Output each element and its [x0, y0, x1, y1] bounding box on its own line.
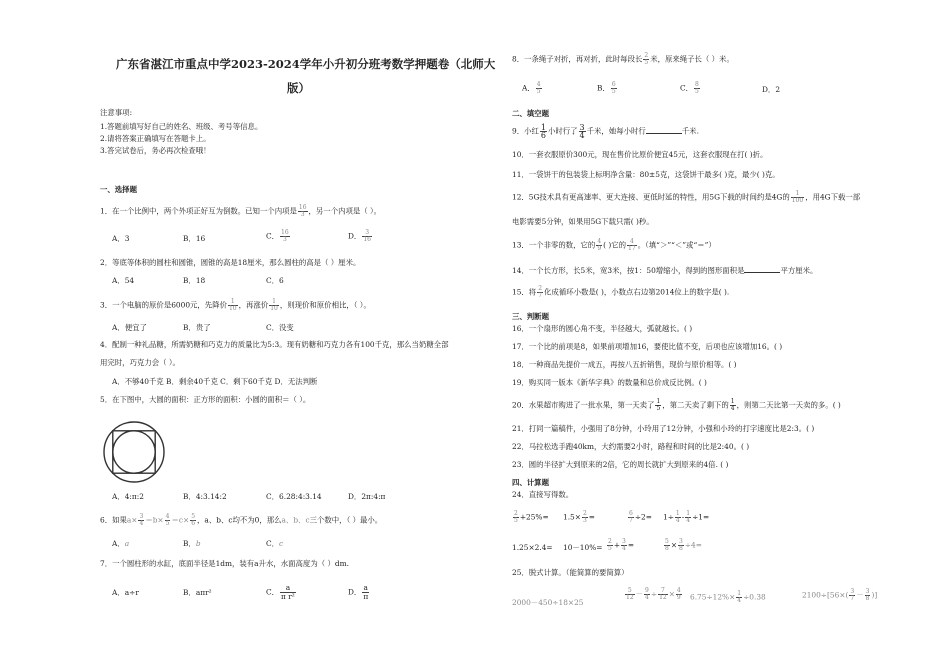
- question-10: 10．一套衣服原价300元，现在售价比原价便宜45元，这套衣服现在打( )折。: [512, 150, 768, 159]
- calc-expr: 1.25×2.4=: [512, 543, 553, 552]
- q5-option-d[interactable]: D．2π:4:π: [348, 492, 386, 501]
- q6-option-a[interactable]: A．a: [112, 539, 130, 548]
- q3-option-a[interactable]: A．便宜了: [112, 323, 147, 332]
- q6-option-b[interactable]: B．b: [183, 539, 201, 548]
- question-6: 6．如果a× $\frac{3}{4}$ ＝b× $\frac{4}{5}$ ＝c× $\frac{5}{6}$ ，a、b、c均不为0，那么a、b、c三个数中，（ ）最小。: [100, 513, 383, 527]
- q2-option-b[interactable]: B．18: [183, 276, 206, 285]
- q1-option-c[interactable]: C． $\frac{16}{3}$: [266, 229, 289, 243]
- calc-expr: $\frac{2}{5}$ + $\frac{3}{4}$ =: [608, 538, 635, 552]
- question-24: 24．直接写得数。: [512, 490, 574, 499]
- fraction: $\frac{16}{3}$: [298, 204, 307, 218]
- notice-item-2: 2.请将答案正确填写在答题卡上。: [100, 134, 211, 143]
- question-22: 22．马拉松选手跑40km，大约需要2小时，路程和时间的比是2:40。( ): [512, 442, 750, 451]
- question-14: 14．一个长方形，长5米，宽3米，按1：50增缩小，得到的图形面积是 平方厘米。: [512, 266, 818, 275]
- question-16: 16．一个扇形的圆心角不变，半径越大，弧就越长。( ): [512, 324, 693, 333]
- section-heading-choice: 一、选择题: [100, 185, 137, 194]
- calc-expr: $\frac{6}{7}$ ÷2=: [629, 510, 652, 524]
- title-line-1: 广东省湛江市重点中学2023-2024学年小升初分班考数学押题卷（北师大: [116, 57, 496, 71]
- question-12-line-2: 电影需要5分钟，如果用5G下载只需( )秒。: [512, 217, 654, 226]
- question-3: 3．一个电脑的原价是6000元，先降价 $\frac{1}{10}$ ，再涨价 $\frac{1}{10}$ ，则现价和原价相比，（ ）。: [100, 298, 371, 312]
- question-15: 15．将 $\frac{2}{7}$ 化成循环小数是( )，小数点右边第2014位上的数字是( ).: [512, 285, 730, 299]
- q1-option-b[interactable]: B．16: [183, 234, 206, 243]
- q2-option-c[interactable]: C．6: [266, 276, 284, 285]
- question-9: 9．小红 $\frac{1}{6}$ 小时行了 $\frac{3}{4}$ 千米，她每小时行 千米.: [512, 123, 699, 140]
- notice-heading: 注意事项:: [100, 108, 133, 117]
- q6-option-c[interactable]: C．c: [266, 539, 284, 548]
- question-19: 19．购买同一版本《新华字典》的数量和总价成反比例。( ): [512, 378, 707, 387]
- question-25: 25．脱式计算。（能简算的要简算）: [512, 568, 629, 577]
- section-heading-calc: 四、计算题: [512, 478, 549, 487]
- answer-blank[interactable]: [744, 265, 780, 273]
- section-heading-fill: 二、填空题: [512, 109, 549, 118]
- question-20: 20．水果超市购进了一批水果，第一天卖了 $\frac{1}{5}$ ，第二天卖了剩下的 $\frac{1}{4}$ ，则第二天比第一天卖的多。( ): [512, 398, 841, 412]
- title-line-2: 版）: [287, 81, 310, 95]
- q5-option-b[interactable]: B．4:3.14:2: [183, 492, 227, 501]
- q7-option-d[interactable]: D． $\frac{a}{\pi}$: [348, 583, 369, 601]
- question-1: 1．在一个比例中，两个外项正好互为倒数。已知一个内项是 $\frac{16}{3}$ ，另一个内项是（ ）。: [100, 204, 382, 218]
- calc-expr: 1.5× $\frac{2}{3}$ =: [563, 510, 595, 524]
- calc-expr: 1÷ $\frac{1}{4}$ - $\frac{1}{4}$ ÷1=: [663, 510, 710, 524]
- notice-item-3: 3.答完试卷后，务必再次检查哦！: [100, 146, 211, 155]
- question-4-line-1: 4．配制一种礼品糖，所需奶糖和巧克力的质量比为5:3。现有奶糖和巧克力各有100千克，那么当奶糖全部: [100, 340, 449, 349]
- calc-expr: 10－10%=: [563, 543, 603, 552]
- q8-option-a[interactable]: A． $\frac{4}{5}$: [522, 81, 541, 95]
- q5-option-c[interactable]: C．6.28:4:3.14: [266, 492, 322, 501]
- question-21: 21．打同一篇稿件，小强用了8分钟，小玲用了12分钟，小强和小玲的打字速度比是2:3。( ): [512, 424, 815, 433]
- question-8: 8．一条绳子对折，再对折，此时每段长 $\frac{2}{5}$ 米，原来绳子长（ ）米。: [512, 52, 734, 66]
- question-5: 5．在下图中，大圆的面积：正方形的面积：小圆的面积＝（ ）。: [100, 395, 311, 404]
- answer-blank[interactable]: [646, 126, 682, 134]
- question-2: 2．等底等体积的圆柱和圆锥，圆锥的高是18厘米，那么圆柱的高是（ ）厘米。: [100, 258, 361, 267]
- calc-expr: $\frac{5}{8}$ × $\frac{3}{8}$ ÷4=: [665, 538, 702, 552]
- q1-option-a[interactable]: A．3: [112, 234, 130, 243]
- q8-option-b[interactable]: B． $\frac{6}{5}$: [597, 81, 616, 95]
- question-11: 11．一袋饼干的包装袋上标明净含量：80±5克，这袋饼干最多( )克，最少( )克。: [512, 170, 780, 179]
- question-4-line-2: 用完时，巧克力会（ ）。: [100, 358, 180, 367]
- q2-option-a[interactable]: A．54: [112, 276, 135, 285]
- question-17: 17．一个比的前项是8，如果前项增加16，要使比值不变，后项也应该增加16。( ): [512, 342, 783, 351]
- q1-option-d[interactable]: D． $\frac{3}{16}$: [348, 229, 371, 243]
- circle-square-figure: [100, 418, 168, 486]
- section-heading-judge: 三、判断题: [512, 312, 549, 321]
- question-23: 23．圆的半径扩大到原来的2倍，它的周长就扩大到原来的4倍. ( ): [512, 460, 729, 469]
- question-13: 13．一个非零的数，它的 $\frac{4}{9}$ ( )它的 $\frac{4}{17}$ 。（填“＞”“＜”或“＝”）: [512, 238, 716, 252]
- q3-option-b[interactable]: B．贵了: [183, 323, 211, 332]
- calc-expr: $\frac{2}{5}$ +25%=: [514, 510, 549, 524]
- q7-option-a[interactable]: A．a÷r: [112, 588, 139, 597]
- q7-option-b[interactable]: B．aπr²: [183, 588, 212, 597]
- question-12-line-1: 12．5G技术具有更高速率、更大连接、更低时延的特性，用5G下载的时间约是4G的 $\frac{1}{100}$ ，用4G下载一部: [512, 190, 861, 204]
- q3-option-c[interactable]: C．没变: [266, 323, 294, 332]
- q8-option-d[interactable]: D．2: [762, 85, 781, 94]
- question-7: 7．一个圆柱形的水缸，底面半径是1dm，装有a升水，水面高度为（ ）dm.: [100, 559, 349, 568]
- calc-expr: 2000－450÷18×25: [512, 598, 584, 607]
- q4-options[interactable]: A．不够40千克 B．剩余40千克 C．剩下60千克 D．无法判断: [112, 377, 318, 386]
- q7-option-c[interactable]: C． $\frac{a}{\text{π r²}}$: [266, 583, 295, 601]
- question-18: 18．一种商品先提价一成五，再按八五折销售，现价与原价相等。( ): [512, 360, 737, 369]
- q5-option-a[interactable]: A．4:π:2: [112, 492, 144, 501]
- calc-expr: 2100÷[56×( $\frac{3}{7}$ － $\frac{3}{8}$ )]: [802, 588, 878, 602]
- small-circle: [113, 431, 155, 473]
- notice-item-1: 1.答题前填写好自己的姓名、班级、考号等信息。: [100, 122, 263, 131]
- calc-expr: $\frac{5}{12}$ － $\frac{9}{4}$ ÷ $\frac{7}{12}$ × $\frac{4}{9}$: [626, 587, 681, 601]
- calc-expr: 6.75÷12%× $\frac{1}{4}$ ÷0.38: [690, 590, 766, 604]
- q8-option-c[interactable]: C． $\frac{8}{5}$: [680, 81, 699, 95]
